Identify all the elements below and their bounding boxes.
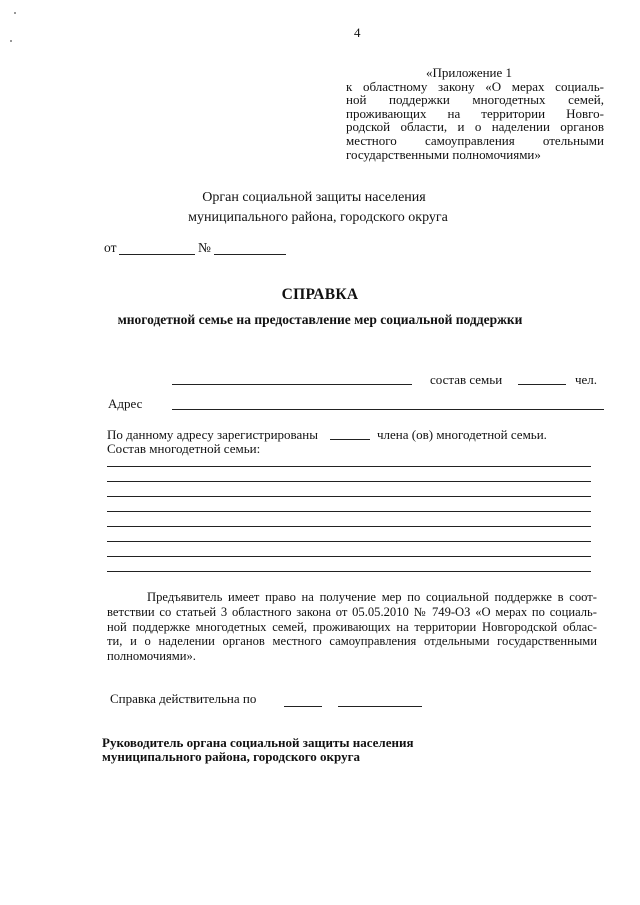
organization-name (0, 188, 640, 228)
appendix-line: «Приложение 1 (426, 65, 513, 80)
paragraph-line: ной поддержке многодетных семей, проживающих на территории Новгородской облас- (107, 619, 597, 634)
issue-number-line (214, 254, 286, 255)
signature-heading (102, 736, 414, 763)
paragraph-line: полномочиями». (107, 649, 196, 664)
validity-label: Справка действительна по (110, 691, 257, 706)
family-composition-label: состав семьи (430, 372, 503, 387)
entitlement-paragraph (107, 590, 597, 664)
family-member-line (107, 481, 591, 482)
appendix-line: местного самоуправления отельными (346, 132, 604, 148)
scan-speck (14, 12, 16, 14)
address-label: Адрес (108, 396, 143, 411)
appendix-line: родской области, и о наделении органов (346, 119, 604, 135)
family-member-line (107, 496, 591, 497)
family-name-line (172, 384, 412, 385)
registered-count-line (330, 439, 370, 440)
validity-date-line-long (338, 706, 422, 707)
family-count-line (518, 384, 566, 385)
address-line (172, 409, 604, 410)
persons-unit: чел. (575, 372, 598, 387)
family-member-line (107, 571, 591, 572)
appendix-line: ной поддержки многодетных семей, (346, 92, 604, 108)
appendix-line: к областному закону «О мерах социаль- (346, 78, 604, 94)
appendix-line: государственными полномочиями» (346, 146, 541, 162)
issue-from-label: от (104, 240, 117, 255)
family-member-line (107, 466, 591, 467)
registered-prefix: По данному адресу зарегистрированы (107, 427, 318, 442)
paragraph-line: Предъявитель имеет право на получение мер по социальной поддержке в соот- (147, 590, 597, 604)
appendix-line: проживающих на территории Новго- (346, 105, 604, 121)
paragraph-line: ти, и о наделении органов местного самоуправления отдельными государственными (107, 634, 597, 649)
paragraph-line: ветствии со статьей 3 областного закона от 05.05.2010 № 749-ОЗ «О мерах по социаль- (107, 604, 597, 619)
family-members-label: Состав многодетной семьи: (107, 441, 261, 456)
document-subtitle: многодетной семье на предоставление мер социальной поддержки (117, 312, 523, 327)
family-member-line (107, 541, 591, 542)
validity-date-line-short (284, 706, 322, 707)
issue-number-label: № (198, 240, 211, 255)
organization-line: Орган социальной защиты населения (202, 190, 426, 205)
signature-line: муниципального района, городского округа (102, 748, 361, 764)
page-number: 4 (354, 25, 361, 40)
organization-line: муниципального района, городского округа (188, 210, 448, 225)
family-member-line (107, 511, 591, 512)
family-member-line (107, 526, 591, 527)
scan-speck (10, 40, 12, 42)
registered-suffix: члена (ов) многодетной семьи. (377, 427, 547, 442)
appendix-reference (346, 66, 604, 161)
document-title: СПРАВКА (281, 286, 359, 303)
family-member-line (107, 556, 591, 557)
issue-date-line (119, 254, 195, 255)
signature-line: Руководитель органа социальной защиты населения (102, 735, 414, 750)
